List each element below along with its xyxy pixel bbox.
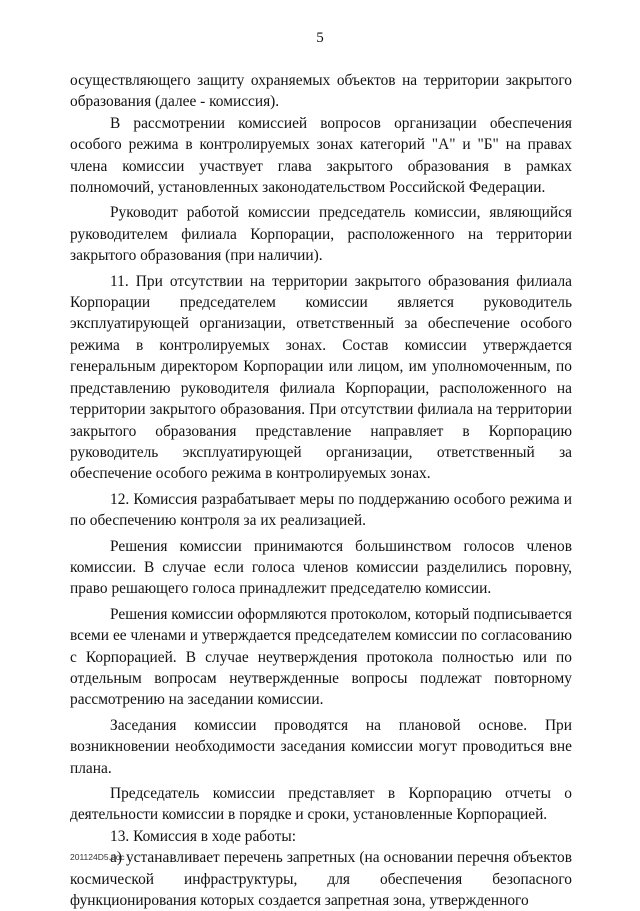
paragraph-subitem-a: а) устанавливает перечень запретных (на основании перечня объектов космической инфраструктуры, для обеспечения безопасного функционирования которых создается запретная зона, утвержденного: [70, 849, 572, 910]
paragraph: Заседания комиссии проводятся на плановой основе. При возникновении необходимости заседания комиссии могут проводиться вне плана.: [70, 716, 572, 777]
paragraph-continuation: осуществляющего защиту охраняемых объектов на территории закрытого образования (далее - комиссия).: [70, 72, 572, 111]
paragraph-item-11: 11. При отсутствии на территории закрытого образования филиала Корпорации председателем комиссии является руководитель эксплуатирующей организации, ответственный за обеспечение особого режима в контролируемых зонах. Состав комиссии утверждается генеральным директором Корпорации или лицом, им уполномоченным, по представлению руководителя филиала Корпорации, расположенного на территории закрытого образования. При отсутствии филиала на территории закрытого образования представление направляет в Корпорацию руководитель эксплуатирующей организации, ответственный за обеспечение особого режима в контролируемых зонах.: [70, 272, 572, 483]
document-body: [70, 70, 572, 911]
page-number: 5: [316, 30, 324, 46]
paragraph: Решения комиссии оформляются протоколом, который подписывается всеми ее членами и утверждается председателем комиссии по согласованию с Корпорацией. В случае неутверждения протокола полностью или по отдельным вопросам неутвержденные вопросы подлежат повторному рассмотрению на заседании комиссии.: [70, 605, 573, 709]
paragraph: Решения комиссии принимаются большинством голосов членов комиссии. В случае если голоса членов комиссии разделились поровну, право решающего голоса принадлежит председателю комиссии.: [70, 537, 572, 598]
paragraph: Руководит работой комиссии председатель комиссии, являющийся руководителем филиала Корпорации, расположенного на территории закрытого образования (при наличии).: [70, 204, 572, 265]
paragraph: В рассмотрении комиссией вопросов организации обеспечения особого режима в контролируемых зонах категорий "А" и "Б" на правах члена комиссии участвует глава закрытого образования в рамках полномочий, установленных законодательством Российской Федерации.: [70, 114, 572, 197]
paragraph-item-12: 12. Комиссия разрабатывает меры по поддержанию особого режима и по обеспечению контроля за их реализацией.: [70, 490, 572, 530]
paragraph: Председатель комиссии представляет в Корпорацию отчеты о деятельности комиссии в порядке и сроки, установленные Корпорацией.: [70, 785, 572, 824]
footer-filename: 201124D5.doc: [70, 852, 125, 862]
paragraph-item-13: 13. Комиссия в ходе работы:: [110, 827, 296, 845]
